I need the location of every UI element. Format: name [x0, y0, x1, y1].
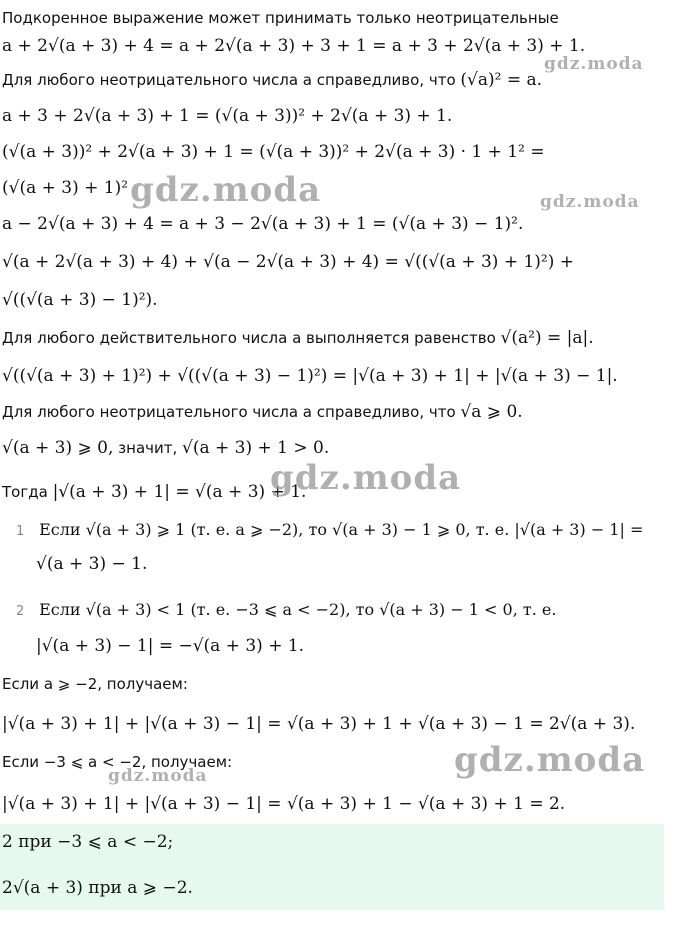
case-1-line-2: √(a + 3) − 1. [36, 554, 148, 574]
math-span: √(a²) = |a|. [500, 328, 594, 348]
math-span: √(a + 3) ⩾ 0, [2, 438, 114, 458]
watermark: gdz.moda [540, 192, 640, 212]
case-2-line-2: |√(a + 3) − 1| = −√(a + 3) + 1. [36, 636, 305, 656]
case-2-line-1 [16, 598, 556, 624]
math-span: |√(a + 3) + 1| = √(a + 3) + 1. [52, 482, 307, 502]
math-span-2: √(a + 3) + 1 > 0. [182, 438, 330, 458]
text-if-a-ge: Если a ⩾ −2, получаем: [2, 675, 188, 693]
text-line-10 [2, 326, 594, 350]
text-span: Тогда [2, 483, 48, 501]
answer-line-2: 2√(a + 3) при a ⩾ −2. [2, 878, 193, 898]
text-line-1: Подкоренное выражение может принимать только неотрицательные [2, 9, 559, 27]
watermark: gdz.moda [454, 740, 646, 780]
text-line-13 [2, 436, 329, 460]
text-span: Для любого неотрицательного числа a справедливо, что [2, 71, 456, 89]
case-1-line-1 [16, 518, 643, 544]
text-line-14 [2, 480, 306, 504]
text-span: Для любого неотрицательного числа a справедливо, что [2, 403, 456, 421]
case-text: Если √(a + 3) ⩾ 1 (т. е. a ⩾ −2), то √(a + 3) − 1 ⩾ 0, т. е. |√(a + 3) − 1| = [39, 520, 644, 539]
math-line-2: a + 2√(a + 3) + 4 = a + 2√(a + 3) + 3 + 1 = a + 3 + 2√(a + 3) + 1. [2, 36, 586, 56]
watermark: gdz.moda [108, 766, 208, 786]
text-if-a-between: Если −3 ⩽ a < −2, получаем: [2, 753, 233, 771]
math-line-11: √((√(a + 3) + 1)²) + √((√(a + 3) − 1)²) = |√(a + 3) + 1| + |√(a + 3) − 1|. [2, 366, 618, 386]
answer-box [0, 824, 664, 910]
math-line-9: √((√(a + 3) − 1)²). [2, 290, 158, 310]
math-span: √a ⩾ 0. [460, 402, 523, 422]
math-line-7: a − 2√(a + 3) + 4 = a + 3 − 2√(a + 3) + 1 = (√(a + 3) − 1)². [2, 214, 524, 234]
text-span: Для любого действительного числа a выполняется равенство [2, 329, 496, 347]
watermark: gdz.moda [270, 458, 462, 498]
list-number: 2 [16, 604, 25, 619]
answer-line-1: 2 при −3 ⩽ a < −2; [2, 832, 174, 852]
watermark: gdz.moda [544, 54, 644, 74]
math-span: (√a)² = a. [460, 70, 543, 90]
math-line-5: (√(a + 3))² + 2√(a + 3) + 1 = (√(a + 3))² + 2√(a + 3) · 1 + 1² = [2, 142, 545, 162]
text-span: значит, [118, 439, 178, 457]
math-eq-between: |√(a + 3) + 1| + |√(a + 3) − 1| = √(a + 3) + 1 − √(a + 3) + 1 = 2. [2, 794, 566, 814]
math-line-8: √(a + 2√(a + 3) + 4) + √(a − 2√(a + 3) + 4) = √((√(a + 3) + 1)²) + [2, 252, 575, 272]
watermark: gdz.moda [130, 170, 322, 210]
math-eq-ge: |√(a + 3) + 1| + |√(a + 3) − 1| = √(a + 3) + 1 + √(a + 3) − 1 = 2√(a + 3). [2, 714, 636, 734]
math-line-6: (√(a + 3) + 1)² [2, 178, 129, 198]
math-line-4: a + 3 + 2√(a + 3) + 1 = (√(a + 3))² + 2√(a + 3) + 1. [2, 106, 453, 126]
text-line-3 [2, 68, 542, 92]
text-line-12 [2, 400, 523, 424]
case-text: Если √(a + 3) < 1 (т. е. −3 ⩽ a < −2), то √(a + 3) − 1 < 0, т. е. [39, 600, 557, 619]
list-number: 1 [16, 524, 25, 539]
